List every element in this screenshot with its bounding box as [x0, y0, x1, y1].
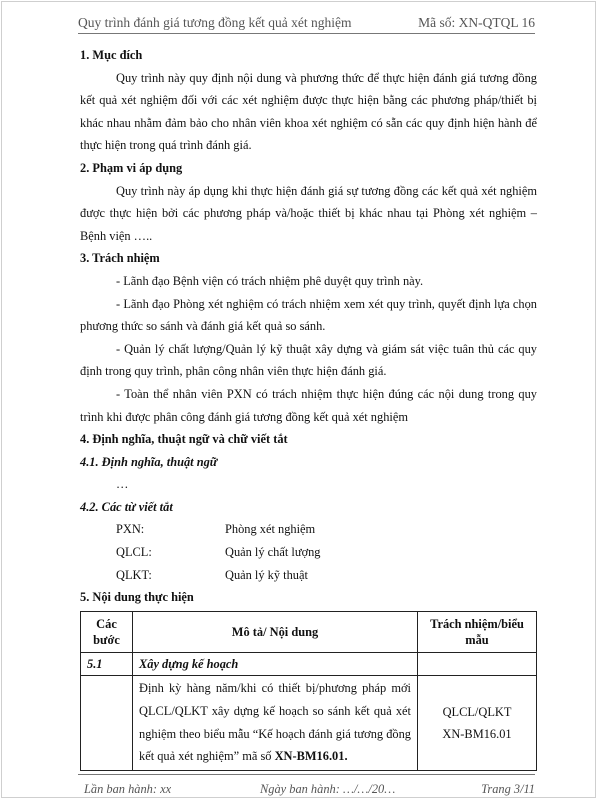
- section-4-heading: 4. Định nghĩa, thuật ngữ và chữ viết tắt: [80, 432, 288, 447]
- section-2-heading: 2. Phạm vi áp dụng: [80, 160, 183, 175]
- col-header-description: Mô tả/ Nội dung: [133, 611, 418, 652]
- abbreviation-meaning: Quản lý chất lượng: [225, 545, 321, 560]
- page-number: Trang 3/11: [481, 782, 535, 796]
- document-body: [80, 44, 537, 771]
- abbreviation-row: [80, 518, 537, 541]
- responsibility-item: - Toàn thể nhân viên PXN có trách nhiệm thực hiện đúng các nội dung trong quy trình khi được phân công đánh giá tương đồng kết quả xét nghiệm: [80, 386, 537, 424]
- step-description: [133, 676, 418, 770]
- empty-cell: [418, 652, 537, 676]
- table-header-row: [81, 611, 537, 652]
- header-title: Quy trình đánh giá tương đồng kết quả xét nghiệm: [78, 15, 352, 30]
- definitions-ellipsis: …: [116, 477, 129, 492]
- empty-cell: [81, 676, 133, 770]
- abbreviation-row: [80, 564, 537, 587]
- responsible-party: QLCL/QLKT: [442, 705, 512, 720]
- page-header: [78, 12, 535, 32]
- abbreviation-meaning: Phòng xét nghiệm: [225, 522, 316, 537]
- responsibility-item: - Lãnh đạo Bệnh viện có trách nhiệm phê duyệt quy trình này.: [116, 273, 424, 288]
- step-title: Xây dựng kế hoạch: [133, 652, 418, 676]
- section-5-heading: 5. Nội dung thực hiện: [80, 590, 194, 605]
- procedure-table: [80, 611, 537, 771]
- abbreviation-meaning: Quản lý kỹ thuật: [225, 567, 308, 582]
- responsibility-cell: [418, 676, 537, 770]
- section-1-text: Quy trình này quy định nội dung và phương thức để thực hiện đánh giá tương đồng kết quả xét nghiệm đối với các xét nghiệm được thực hiện bằng các phương pháp/thiết bị khác nhau nhằm đảm bảo cho nhân viên khoa xét nghiệm có sẵn các quy định hiện hành để thực hiện trong quá trình đánh giá.: [80, 70, 537, 153]
- footer-divider: [78, 774, 535, 775]
- form-reference: XN-BM16.01: [442, 727, 512, 742]
- section-1-heading: 1. Mục đích: [80, 48, 143, 62]
- col-header-responsibility: Trách nhiệm/biểu mẫu: [418, 611, 537, 652]
- col-header-steps: Các bước: [81, 611, 133, 652]
- section-4-2-heading: 4.2. Các từ viết tắt: [80, 499, 173, 514]
- step-number: 5.1: [81, 652, 133, 676]
- table-row: [81, 676, 537, 770]
- section-4-1-heading: 4.1. Định nghĩa, thuật ngữ: [80, 454, 218, 469]
- abbreviation: PXN:: [116, 522, 145, 537]
- header-divider: [78, 33, 535, 34]
- section-2-text: Quy trình này áp dụng khi thực hiện đánh giá sự tương đồng các kết quả xét nghiệm được thực hiện bởi các phương pháp và/hoặc thiết bị khác nhau tại Phòng xét nghiệm – Bệnh viện …..: [80, 183, 537, 243]
- responsibility-item: - Quản lý chất lượng/Quản lý kỹ thuật xây dựng và giám sát việc tuân thủ các quy định trong quy trình, phân công nhân viên thực hiện đánh giá.: [80, 341, 537, 379]
- section-3-heading: 3. Trách nhiệm: [80, 251, 160, 266]
- header-code: Mã số: XN-QTQL 16: [418, 15, 535, 30]
- issue-date: Ngày ban hành: …/…/20…: [260, 782, 396, 796]
- responsibility-item: - Lãnh đạo Phòng xét nghiệm có trách nhiệm xem xét quy trình, quyết định lựa chọn phương thức so sánh và đánh giá kết quả so sánh.: [80, 296, 537, 334]
- abbreviation: QLCL:: [116, 545, 152, 560]
- description-text: Định kỳ hàng năm/khi có thiết bị/phương pháp mới QLCL/QLKT xây dựng kế hoạch so sánh kết quả xét nghiệm theo biểu mẫu “Kế hoạch đánh giá tương đồng kết quả xét nghiệm” mã số: [139, 681, 411, 764]
- table-row: [81, 652, 537, 676]
- issue-number: Lần ban hành: xx: [84, 782, 172, 796]
- abbreviation-row: [80, 541, 537, 564]
- abbreviation: QLKT:: [116, 567, 152, 582]
- form-code: XN-BM16.01.: [274, 749, 348, 764]
